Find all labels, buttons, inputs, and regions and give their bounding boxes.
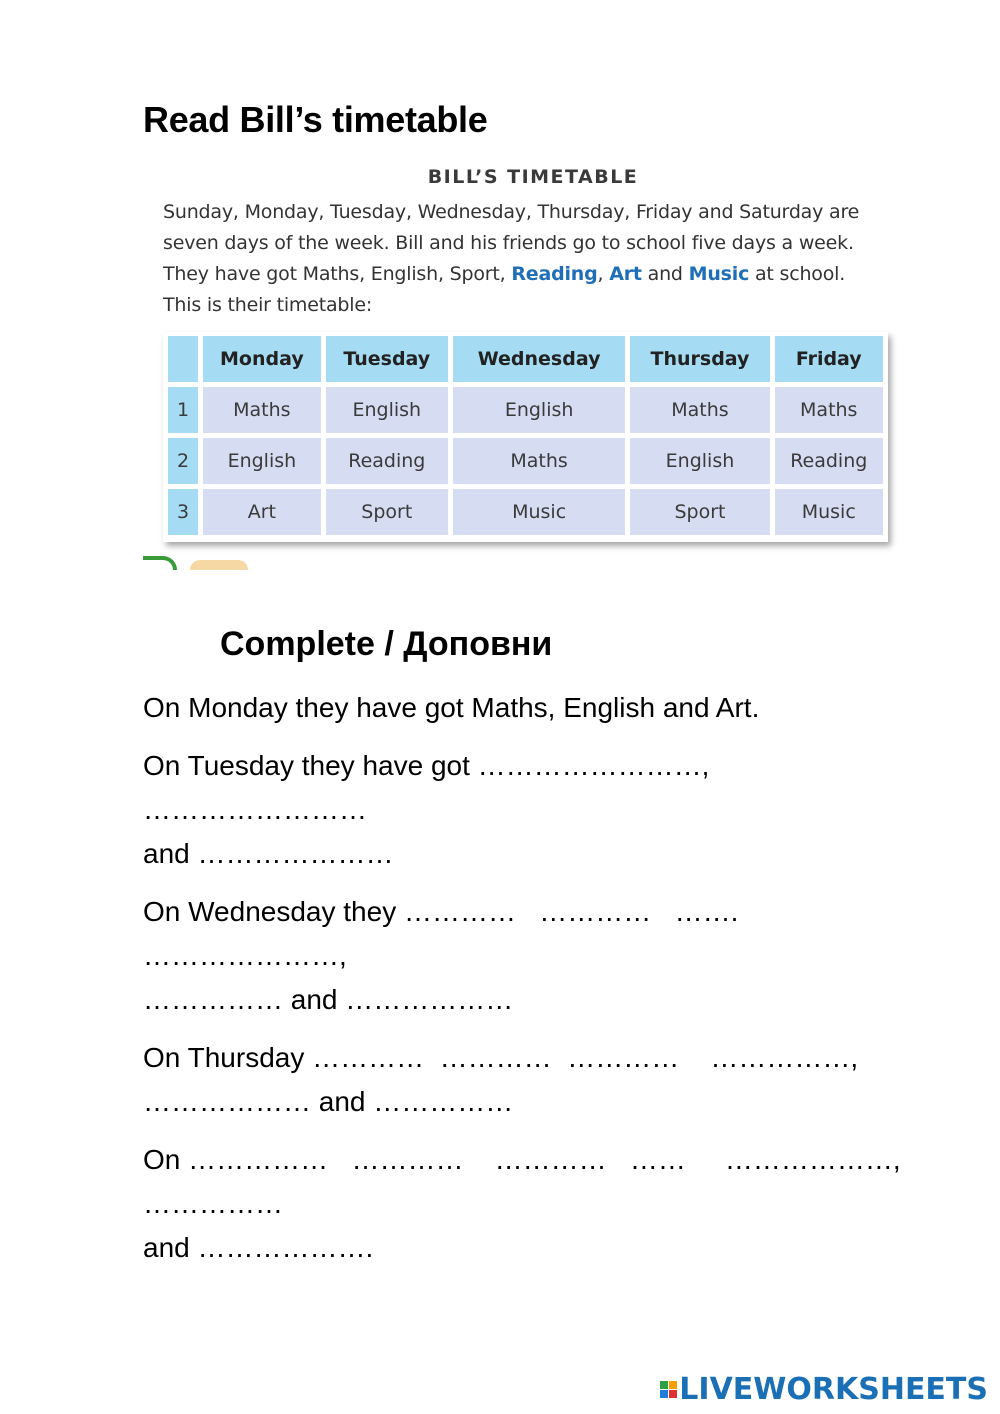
table-row [168,438,883,484]
lesson-cell: Sport [630,489,769,535]
lesson-cell: Maths [630,387,769,433]
intro-line-1: Sunday, Monday, Tuesday, Wednesday, Thursday, Friday and Saturday are [163,201,860,223]
lesson-number: 1 [168,387,198,433]
intro-line-3-start: They have got Maths, English, Sport, [163,263,512,285]
lesson-number: 3 [168,489,198,535]
intro-line-2: seven days of the week. Bill and his friends go to school five days a week. [163,232,854,254]
lesson-cell: Maths [203,387,321,433]
timetable-table [163,331,888,540]
highlight-art: Art [609,263,642,285]
lesson-cell: Maths [775,387,883,433]
lesson-cell: English [203,438,321,484]
table-header-row [168,336,883,382]
lesson-cell: Music [453,489,626,535]
logo-block-icon [669,1381,677,1389]
timetable-table-wrapper [163,332,888,542]
complete-heading: Complete / Доповни [220,625,553,663]
exercise-line-tuesday[interactable]: On Tuesday they have got ……………………, …………………… and ………………… [143,750,710,869]
logo-block-icon [669,1390,677,1398]
table-row [168,387,883,433]
liveworksheets-logo [660,1372,988,1407]
lesson-cell: Music [775,489,883,535]
intro-text [163,197,903,321]
lesson-number: 2 [168,438,198,484]
lesson-cell: Art [203,489,321,535]
intro-line-3-end: at school. [749,263,846,285]
logo-block-icon [660,1381,668,1389]
logo-blocks-icon [660,1381,677,1398]
timetable-title: BILL’S TIMETABLE [427,166,639,188]
lesson-cell: Maths [453,438,626,484]
exercise-line-friday[interactable]: On …………… ………… ………… …… ………………, …………… and ………………. [143,1144,901,1263]
table-row [168,489,883,535]
highlight-reading: Reading [511,263,598,285]
day-header: Monday [203,336,321,382]
exercise-line-thursday[interactable]: On Thursday ………… ………… ………… ……………, ……………… and …………… [143,1042,859,1117]
exercise-line-wednesday[interactable]: On Wednesday they ………… ………… ……. …………………, …………… and ……………… [143,896,739,1015]
page-title: Read Bill’s timetable [143,99,488,140]
lesson-cell: Sport [326,489,448,535]
intro-comma: , [597,263,610,285]
lesson-cell: Reading [775,438,883,484]
day-header: Thursday [630,336,769,382]
day-header: Wednesday [453,336,626,382]
intro-line-3 [163,259,903,290]
day-header: Tuesday [326,336,448,382]
logo-text: LIVEWORKSHEETS [679,1372,988,1407]
lesson-cell: English [326,387,448,433]
textbook-excerpt [143,160,903,570]
intro-and: and [641,263,689,285]
lesson-cell: English [630,438,769,484]
highlight-music: Music [688,263,750,285]
logo-block-icon [660,1390,668,1398]
decorative-orange-arc [190,560,248,570]
intro-line-4: This is their timetable: [163,294,373,316]
table-corner-cell [168,336,198,382]
day-header: Friday [775,336,883,382]
exercise-block [143,686,933,1284]
exercise-line-monday: On Monday they have got Maths, English and Art. [143,692,760,723]
lesson-cell: Reading [326,438,448,484]
lesson-cell: English [453,387,626,433]
